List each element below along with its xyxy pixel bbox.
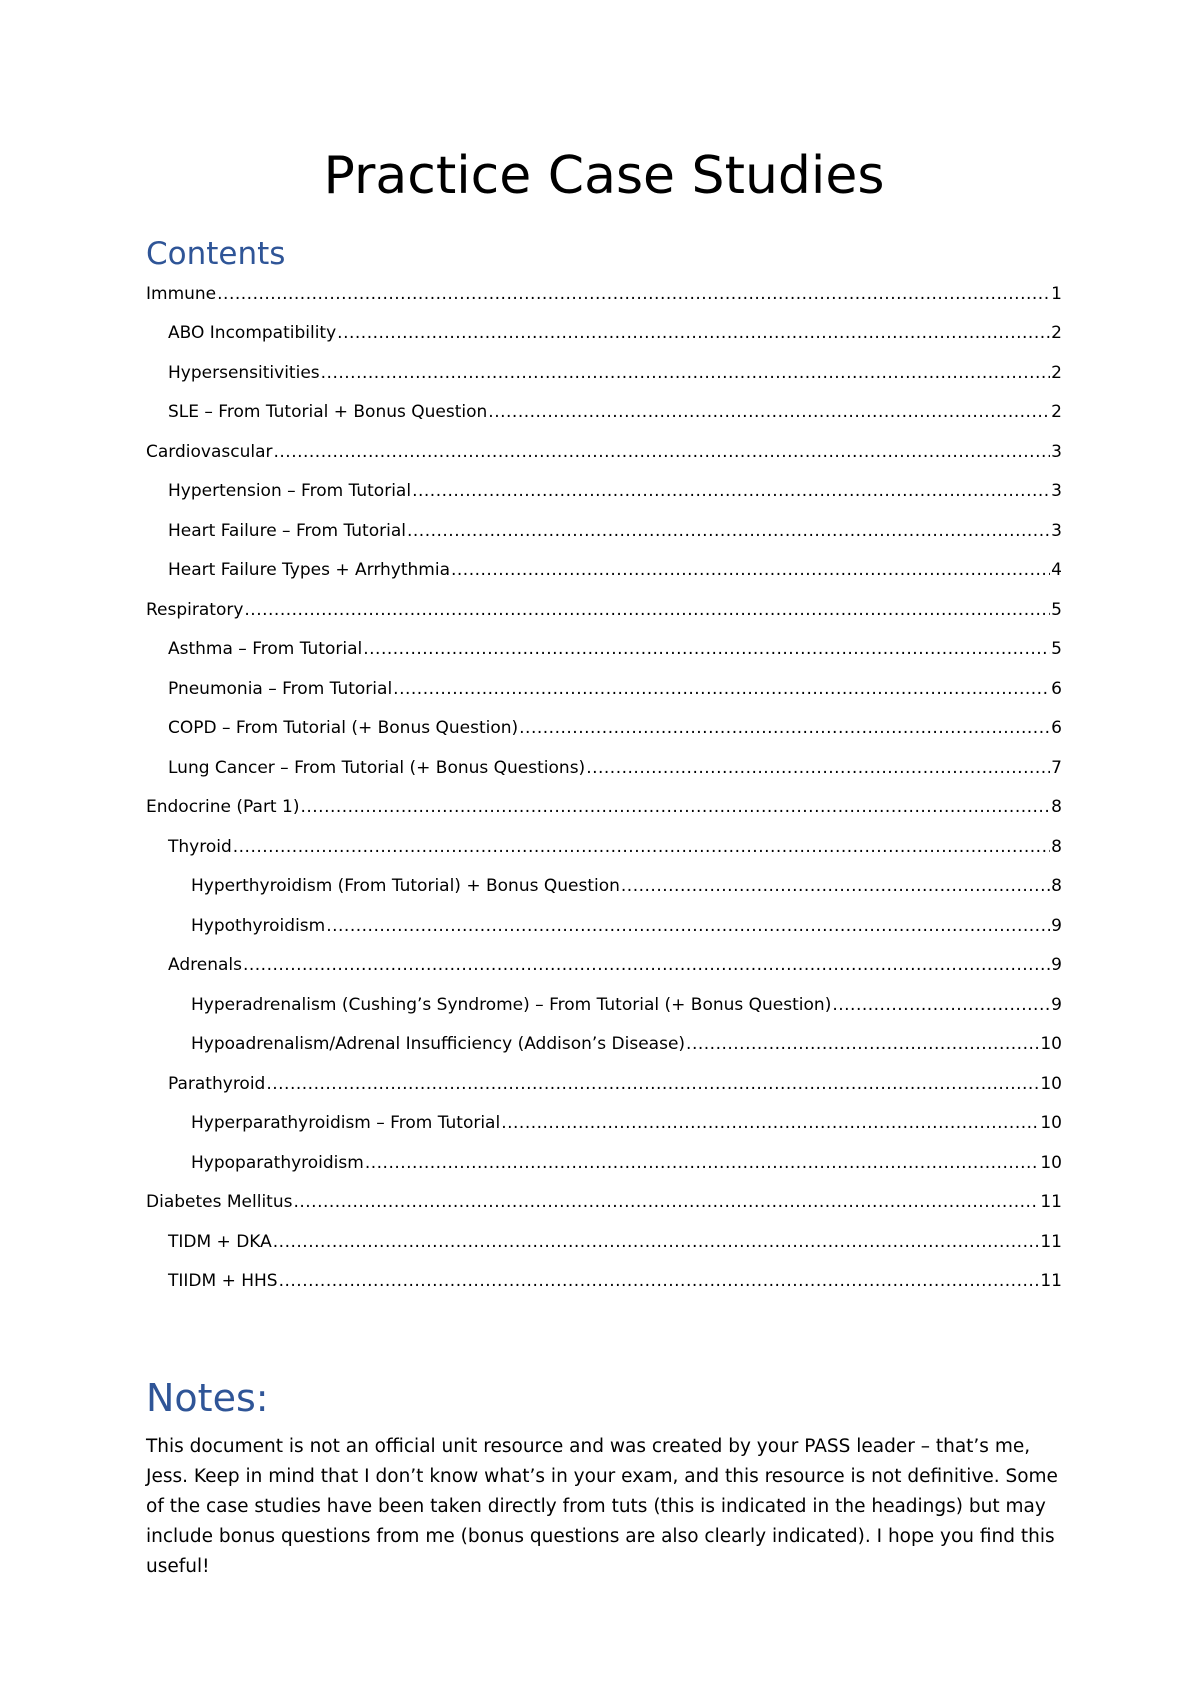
toc-dot-leader [451,560,1050,580]
toc-dot-leader [686,1034,1039,1054]
toc-entry[interactable] [146,432,1062,472]
toc-page-number: 2 [1051,362,1062,383]
toc-entry[interactable] [146,590,1062,630]
toc-entry[interactable] [146,472,1062,512]
toc-entry[interactable] [146,709,1062,749]
toc-entry[interactable] [146,906,1062,946]
toc-entry[interactable] [146,985,1062,1025]
toc-entry-title: Hypothyroidism [191,915,326,936]
toc-entry[interactable] [146,1183,1062,1223]
toc-entry-title: SLE – From Tutorial + Bonus Question [168,402,488,423]
toc-dot-leader [321,363,1051,383]
toc-entry-title: ABO Incompatibility [168,323,337,344]
toc-entry-title: Asthma – From Tutorial [168,639,363,660]
toc-entry[interactable] [146,314,1062,354]
toc-entry-title: Parathyroid [168,1073,266,1094]
toc-page-number: 1 [1051,283,1062,304]
toc-entry[interactable] [146,393,1062,433]
toc-entry-title: Thyroid [168,836,232,857]
toc-entry-title: Immune [146,283,217,304]
toc-entry-title: COPD – From Tutorial (+ Bonus Question) [168,718,519,739]
toc-dot-leader [412,481,1050,501]
toc-page-number: 3 [1051,481,1062,502]
toc-dot-leader [363,639,1050,659]
toc-entry-title: Hyperparathyroidism – From Tutorial [191,1113,501,1134]
toc-dot-leader [293,1192,1039,1212]
toc-dot-leader [365,1153,1040,1173]
toc-entry[interactable] [146,551,1062,591]
toc-entry[interactable] [146,511,1062,551]
toc-entry[interactable] [146,353,1062,393]
toc-entry[interactable] [146,274,1062,314]
toc-dot-leader [621,876,1050,896]
toc-dot-leader [832,995,1050,1015]
toc-entry-title: Hyperthyroidism (From Tutorial) + Bonus Question [191,876,620,897]
toc-page-number: 11 [1040,1192,1062,1213]
table-of-contents [146,274,1062,1301]
toc-dot-leader [244,600,1050,620]
toc-entry[interactable] [146,867,1062,907]
toc-page-number: 8 [1051,836,1062,857]
toc-dot-leader [519,718,1050,738]
toc-entry-title: Endocrine (Part 1) [146,797,300,818]
toc-entry-title: Adrenals [168,955,242,976]
toc-entry-title: Hypoparathyroidism [191,1152,364,1173]
toc-entry-title: TIIDM + HHS [168,1271,278,1292]
toc-entry-title: Pneumonia – From Tutorial [168,678,393,699]
toc-entry[interactable] [146,946,1062,986]
toc-entry-title: Heart Failure Types + Arrhythmia [168,560,450,581]
toc-page-number: 10 [1040,1073,1062,1094]
toc-entry[interactable] [146,669,1062,709]
toc-entry-title: TIDM + DKA [168,1231,272,1252]
toc-dot-leader [279,1271,1040,1291]
toc-page-number: 7 [1051,757,1062,778]
toc-entry-title: Respiratory [146,599,244,620]
toc-page-number: 3 [1051,441,1062,462]
toc-entry-title: Lung Cancer – From Tutorial (+ Bonus Questions) [168,757,586,778]
toc-dot-leader [233,837,1050,857]
toc-dot-leader [300,797,1050,817]
toc-entry[interactable] [146,1025,1062,1065]
toc-entry[interactable] [146,1104,1062,1144]
toc-entry-title: Cardiovascular [146,441,273,462]
toc-dot-leader [266,1074,1039,1094]
toc-entry[interactable] [146,748,1062,788]
toc-entry-title: Heart Failure – From Tutorial [168,520,406,541]
notes-heading: Notes: [146,1376,269,1420]
document-page [146,0,1062,1696]
toc-page-number: 11 [1040,1271,1062,1292]
toc-page-number: 6 [1051,678,1062,699]
toc-dot-leader [273,1232,1040,1252]
toc-entry[interactable] [146,1262,1062,1302]
toc-dot-leader [326,916,1050,936]
toc-dot-leader [273,442,1050,462]
toc-dot-leader [243,955,1050,975]
contents-heading: Contents [146,236,286,272]
toc-page-number: 8 [1051,797,1062,818]
toc-page-number: 9 [1051,915,1062,936]
toc-dot-leader [337,323,1050,343]
toc-dot-leader [393,679,1050,699]
toc-page-number: 8 [1051,876,1062,897]
toc-dot-leader [488,402,1050,422]
toc-entry-title: Hypoadrenalism/Adrenal Insufficiency (Addison’s Disease) [191,1034,686,1055]
toc-page-number: 10 [1040,1152,1062,1173]
toc-dot-leader [501,1113,1039,1133]
toc-entry[interactable] [146,1143,1062,1183]
toc-entry-title: Hyperadrenalism (Cushing’s Syndrome) – From Tutorial (+ Bonus Question) [191,994,832,1015]
toc-page-number: 10 [1040,1113,1062,1134]
toc-dot-leader [217,284,1050,304]
toc-page-number: 4 [1051,560,1062,581]
toc-entry[interactable] [146,788,1062,828]
toc-page-number: 9 [1051,955,1062,976]
toc-page-number: 9 [1051,994,1062,1015]
toc-page-number: 11 [1040,1231,1062,1252]
toc-dot-leader [407,521,1050,541]
toc-entry[interactable] [146,1064,1062,1104]
toc-dot-leader [586,758,1050,778]
toc-page-number: 6 [1051,718,1062,739]
toc-page-number: 5 [1051,639,1062,660]
toc-entry[interactable] [146,630,1062,670]
toc-page-number: 10 [1040,1034,1062,1055]
toc-entry-title: Hypersensitivities [168,362,320,383]
toc-entry[interactable] [146,1222,1062,1262]
toc-entry[interactable] [146,827,1062,867]
toc-entry-title: Diabetes Mellitus [146,1192,293,1213]
toc-page-number: 2 [1051,402,1062,423]
document-title: Practice Case Studies [323,146,885,206]
toc-page-number: 3 [1051,520,1062,541]
toc-page-number: 5 [1051,599,1062,620]
toc-entry-title: Hypertension – From Tutorial [168,481,412,502]
notes-paragraph: This document is not an official unit resource and was created by your PASS leader – that’s me, Jess. Keep in mind that I don’t know what’s in your exam, and this resource is not definitive. Some of the case studies have been taken directly from tuts (this is indicated in the headings) but may include bonus questions from me (bonus questions are also clearly indicated). I hope you find this useful! [146,1436,1058,1577]
toc-page-number: 2 [1051,323,1062,344]
